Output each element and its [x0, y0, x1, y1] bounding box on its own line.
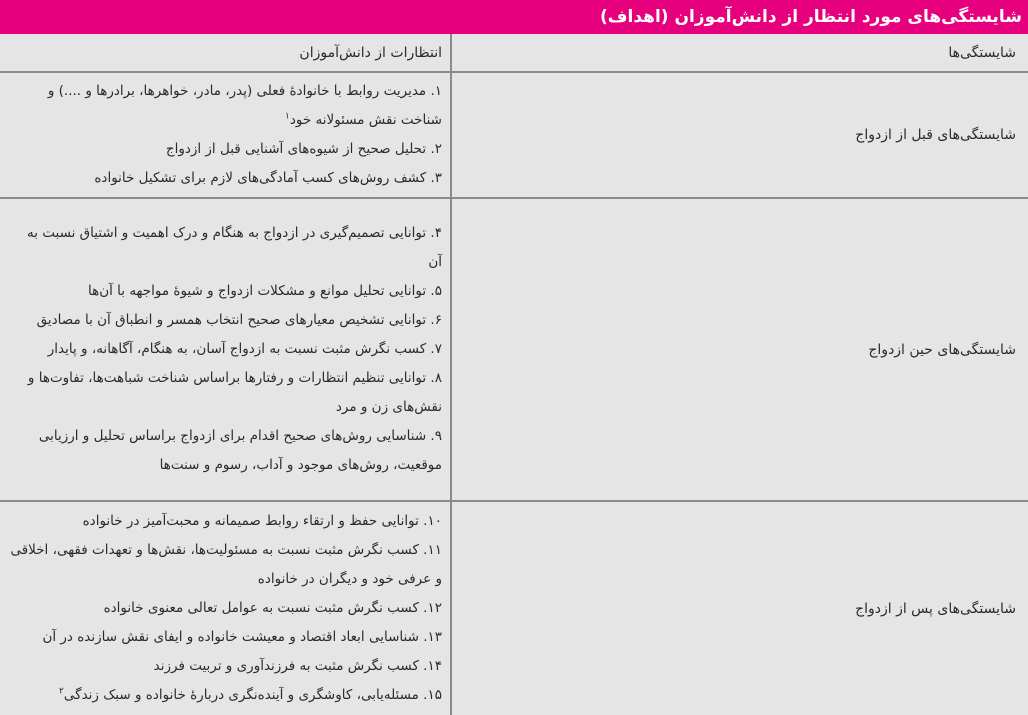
list-item: ۴. توانایی تصمیم‌گیری در ازدواج به هنگام و درک اهمیت و اشتیاق نسبت به آن [26, 225, 442, 270]
list-item: ۵. توانایی تحلیل موانع و مشکلات ازدواج و شیوۀ مواجهه با آن‌ها [87, 283, 442, 299]
competency-table [0, 34, 1028, 715]
header-competencies: شایستگی‌ها [451, 34, 1028, 72]
list-item: ۸. توانایی تنظیم انتظارات و رفتارها براساس شناخت شباهت‌ها، تفاوت‌ها و نقش‌های زن و مرد [27, 370, 442, 415]
section-label-post-marriage: شایستگی‌های پس از ازدواج [451, 501, 1028, 715]
list-item: ۱۰. توانایی حفظ و ارتقاء روابط صمیمانه و محبت‌آمیز در خانواده [82, 513, 442, 529]
list-item: ۱. مدیریت روابط با خانوادۀ فعلی (پدر، مادر، خواهرها، برادرها و ....) و شناخت نقش مسئولانه خود$^۱$ [47, 83, 442, 128]
table-header-row [0, 34, 1028, 72]
list-item: ۱۳. شناسایی ابعاد اقتصاد و معیشت خانواده و ایفای نقش سازنده در آن [42, 629, 442, 645]
section-row-pre-marriage [0, 72, 1028, 198]
list-item: ۶. توانایی تشخیص معیارهای صحیح انتخاب همسر و انطباق آن با مصادیق [36, 312, 442, 328]
list-item: ۷. کسب نگرش مثبت نسبت به ازدواج آسان، به هنگام، آگاهانه، و پایدار [47, 341, 442, 357]
section-items-during-marriage [0, 198, 451, 501]
table-title: شایستگی‌های مورد انتظار از دانش‌آموزان (اهداف) [0, 0, 1028, 34]
list-item: ۲. تحلیل صحیح از شیوه‌های آشنایی قبل از ازدواج [165, 141, 442, 157]
footnote-marker: ۱ [285, 111, 290, 122]
list-item: ۳. کشف روش‌های کسب آمادگی‌های لازم برای تشکیل خانواده [94, 170, 442, 186]
footnote-marker: ۲ [59, 686, 64, 697]
header-expectations: انتظارات از دانش‌آموزان [0, 34, 451, 72]
section-items-post-marriage [0, 501, 451, 715]
section-row-during-marriage [0, 198, 1028, 501]
section-row-post-marriage [0, 501, 1028, 715]
list-item: ۱۴. کسب نگرش مثبت به فرزندآوری و تربیت فرزند [153, 658, 442, 674]
list-item: ۹. شناسایی روش‌های صحیح اقدام برای ازدواج براساس تحلیل و ارزیابی موقعیت، روش‌های موجود و آداب، رسوم و سنت‌ها [38, 428, 442, 473]
list-item: ۱۱. کسب نگرش مثبت نسبت به مسئولیت‌ها، نقش‌ها و تعهدات فقهی، اخلاقی و عرفی خود و دیگران در خانواده [10, 542, 442, 587]
section-label-during-marriage: شایستگی‌های حین ازدواج [451, 198, 1028, 501]
section-label-pre-marriage: شایستگی‌های قبل از ازدواج [451, 72, 1028, 198]
section-items-pre-marriage [0, 72, 451, 198]
list-item: ۱۵. مسئله‌یابی، کاوشگری و آینده‌نگری دربارۀ خانواده و سبک زندگی$^۲$ [59, 686, 442, 703]
list-item: ۱۲. کسب نگرش مثبت نسبت به عوامل تعالی معنوی خانواده [103, 600, 442, 616]
